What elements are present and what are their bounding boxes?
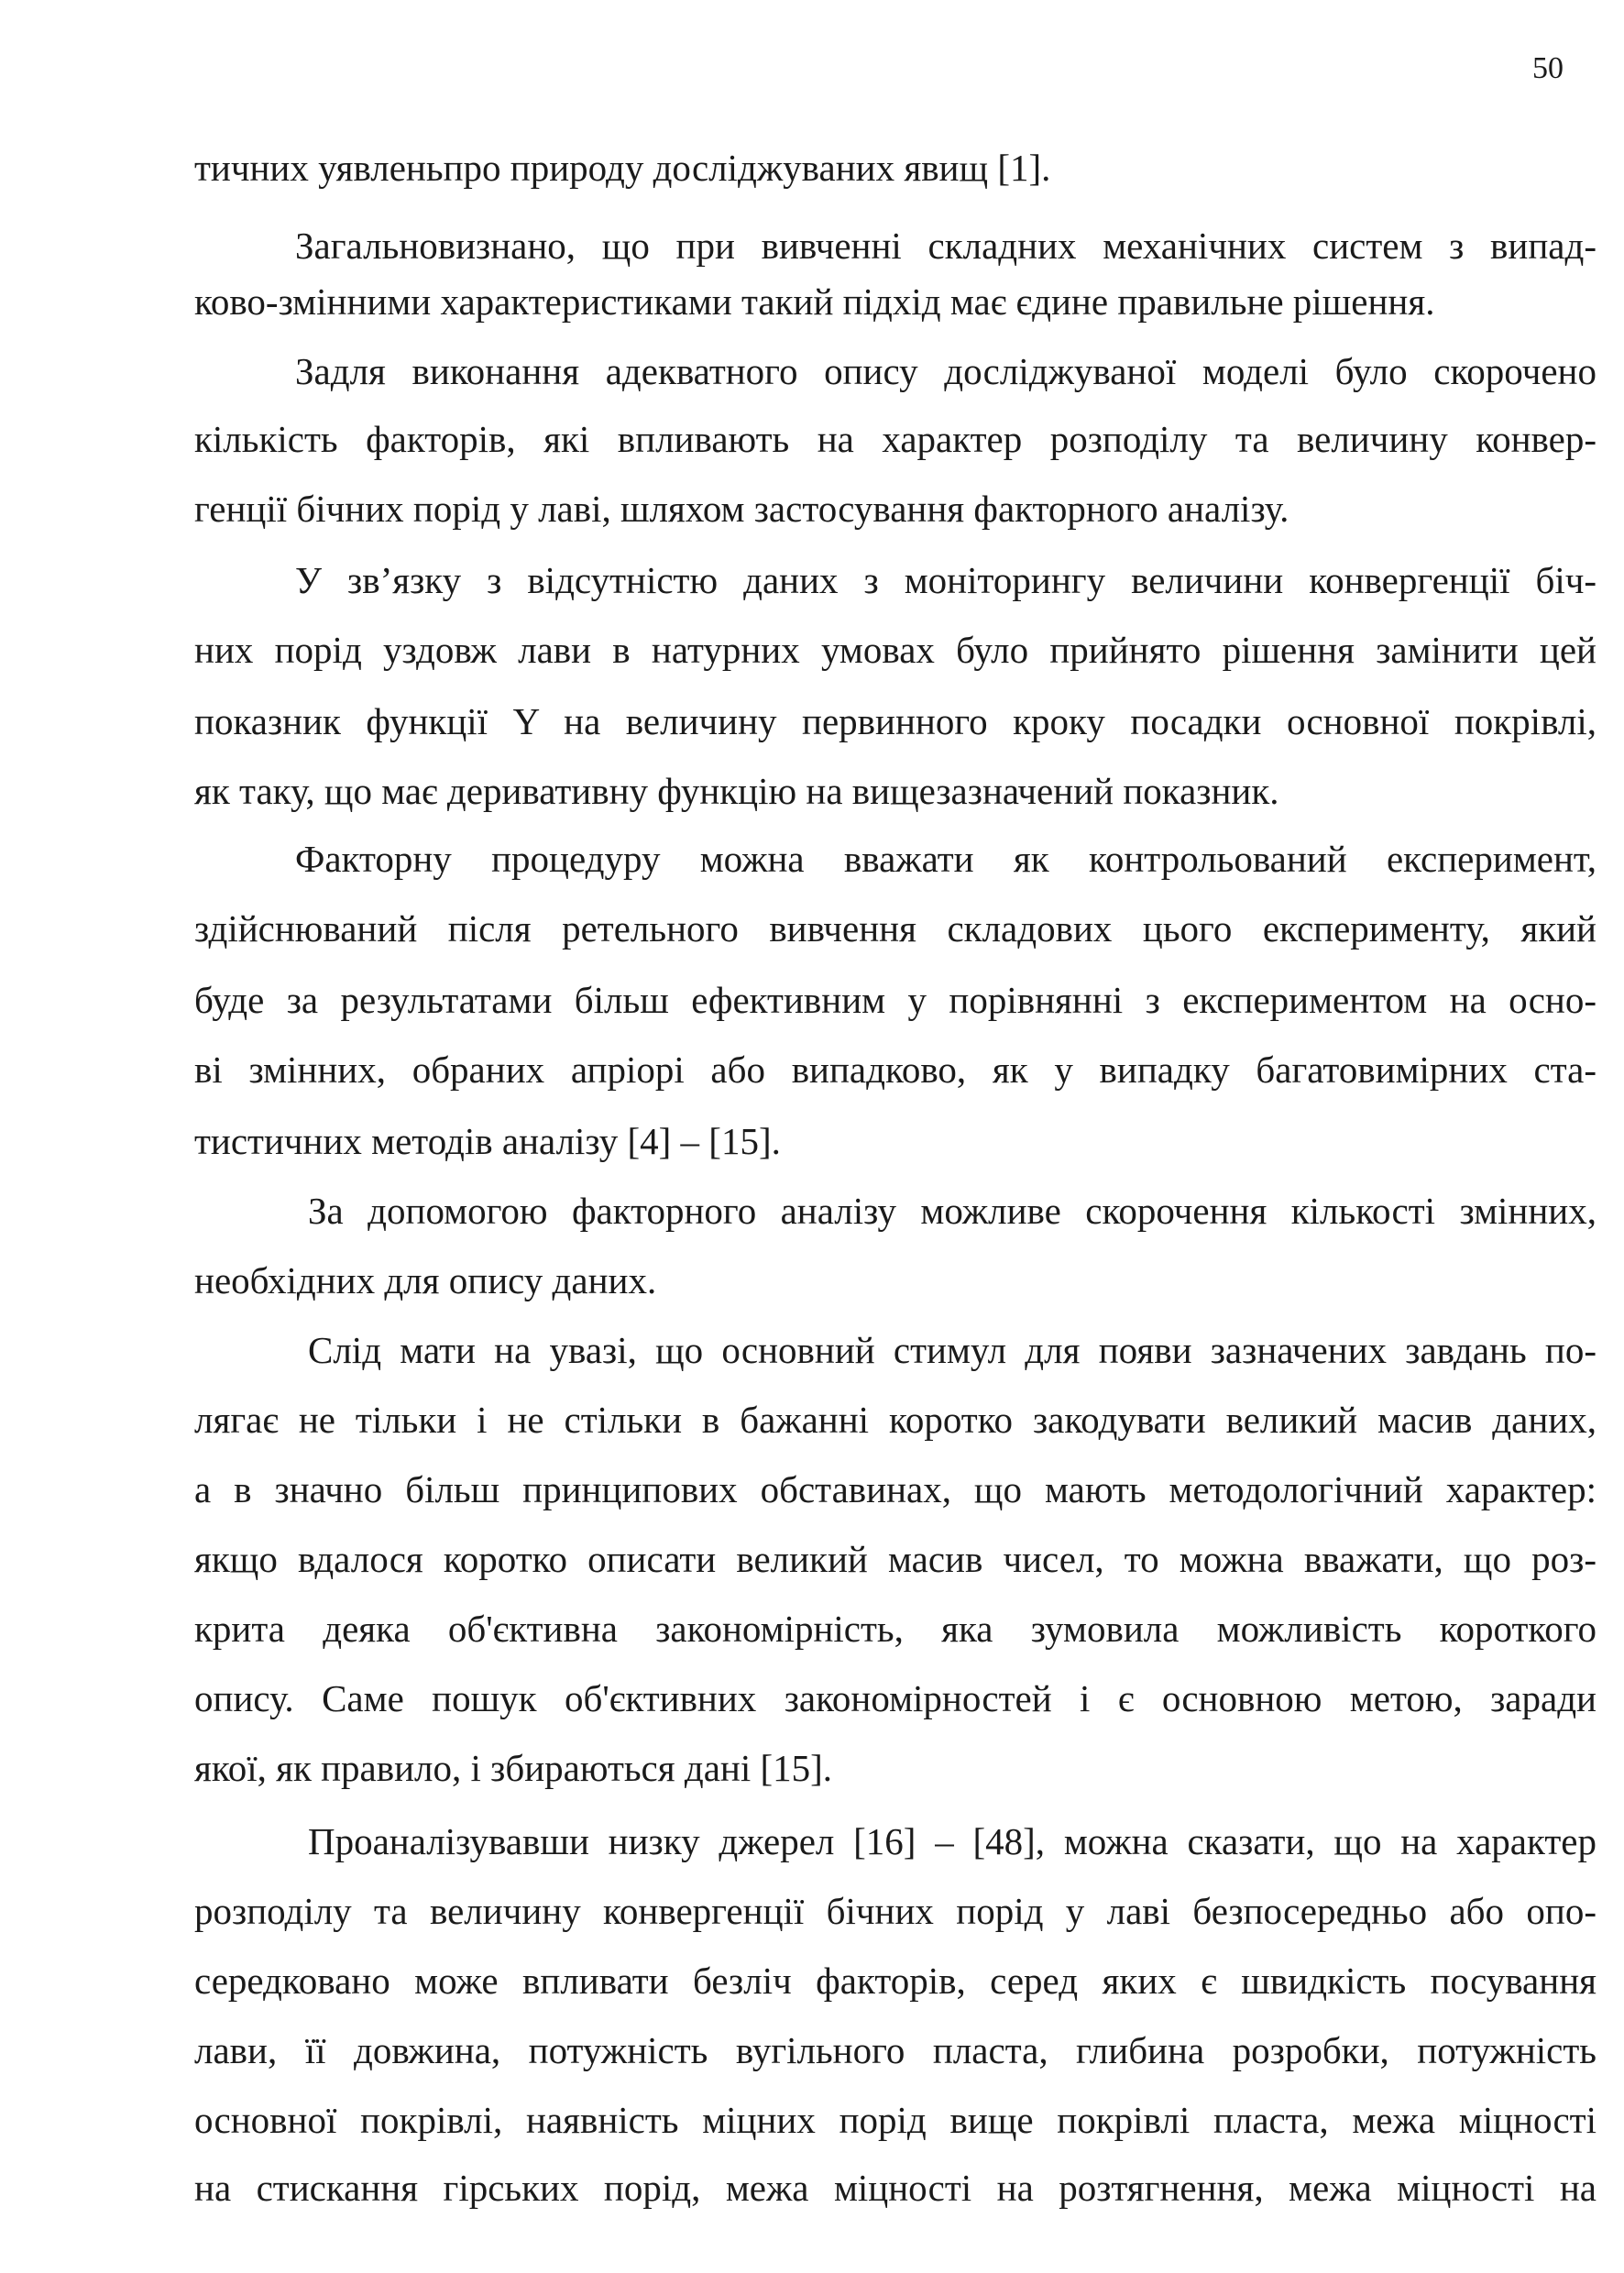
text-line-30: на стискання гірських порід, межа міцності на розтягнення, межа міцності на <box>194 2167 1597 2209</box>
text-line-15: тистичних методів аналізу [4] – [15]. <box>194 1120 781 1162</box>
text-line-3: ково-змінними характеристиками такий підхід має єдине правильне рішення. <box>194 280 1435 323</box>
text-line-28: лави, її довжина, потужність вугільного пласта, глибина розробки, потужність <box>194 2029 1597 2071</box>
text-line-23: опису. Саме пошук об'єктивних закономірностей і є основною метою, заради <box>194 1677 1597 1719</box>
text-line-19: лягає не тільки і не стільки в бажанні коротко закодувати великий масив даних, <box>194 1399 1597 1441</box>
text-line-2: Загальновизнано, що при вивченні складних механічних систем з випад- <box>295 225 1597 267</box>
text-line-9: показник функції Y на величину первинного кроку посадки основної покрівлі, <box>194 700 1597 742</box>
text-line-29: основної покрівлі, наявність міцних порід вище покрівлі пласта, межа міцності <box>194 2099 1597 2141</box>
text-line-24: якої, як правило, і збираються дані [15]. <box>194 1747 833 1789</box>
text-line-22: крита деяка об'єктивна закономірність, яка зумовила можливість короткого <box>194 1608 1597 1650</box>
text-line-26: розподілу та величину конвергенції бічних порід у лаві безпосередньо або опо- <box>194 1890 1597 1932</box>
text-line-12: здійснюваний після ретельного вивчення складових цього експерименту, який <box>194 907 1597 950</box>
text-line-8: них порід уздовж лави в натурних умовах було прийнято рішення замінити цей <box>194 629 1597 671</box>
text-line-14: ві змінних, обраних апріорі або випадково, як у випадку багатовимірних ста- <box>194 1049 1597 1091</box>
text-line-7: У зв’язку з відсутністю даних з моніторингу величини конвергенції біч- <box>295 559 1597 601</box>
text-line-11: Факторну процедуру можна вважати як контрольований експеримент, <box>295 838 1597 880</box>
text-line-17: необхідних для опису даних. <box>194 1259 657 1301</box>
text-line-4: Задля виконання адекватного опису досліджуваної моделі було скорочено <box>295 350 1597 392</box>
text-line-18: Слід мати на увазі, що основний стимул для появи зазначених завдань по- <box>308 1329 1597 1371</box>
text-line-25: Проаналізувавши низку джерел [16] – [48], можна сказати, що на характер <box>308 1820 1597 1862</box>
text-line-10: як таку, що має деривативну функцію на вищезазначений показник. <box>194 770 1279 812</box>
page-number: 50 <box>1532 51 1564 85</box>
text-line-27: середковано може впливати безліч факторів, серед яких є швидкість посування <box>194 1960 1597 2002</box>
text-line-5: кількість факторів, які впливають на характер розподілу та величину конвер- <box>194 418 1597 460</box>
text-line-21: якщо вдалося коротко описати великий масив чисел, то можна вважати, що роз- <box>194 1538 1597 1580</box>
text-line-13: буде за результатами більш ефективним у порівнянні з експериментом на осно- <box>194 979 1597 1021</box>
text-line-6: генції бічних порід у лаві, шляхом застосування факторного аналізу. <box>194 488 1289 530</box>
text-line-20: а в значно більш принципових обставинах, що мають методологічний характер: <box>194 1468 1597 1510</box>
text-line-16: За допомогою факторного аналізу можливе скорочення кількості змінних, <box>308 1190 1597 1232</box>
text-line-1: тичних уявленьпро природу досліджуваних явищ [1]. <box>194 147 1051 189</box>
